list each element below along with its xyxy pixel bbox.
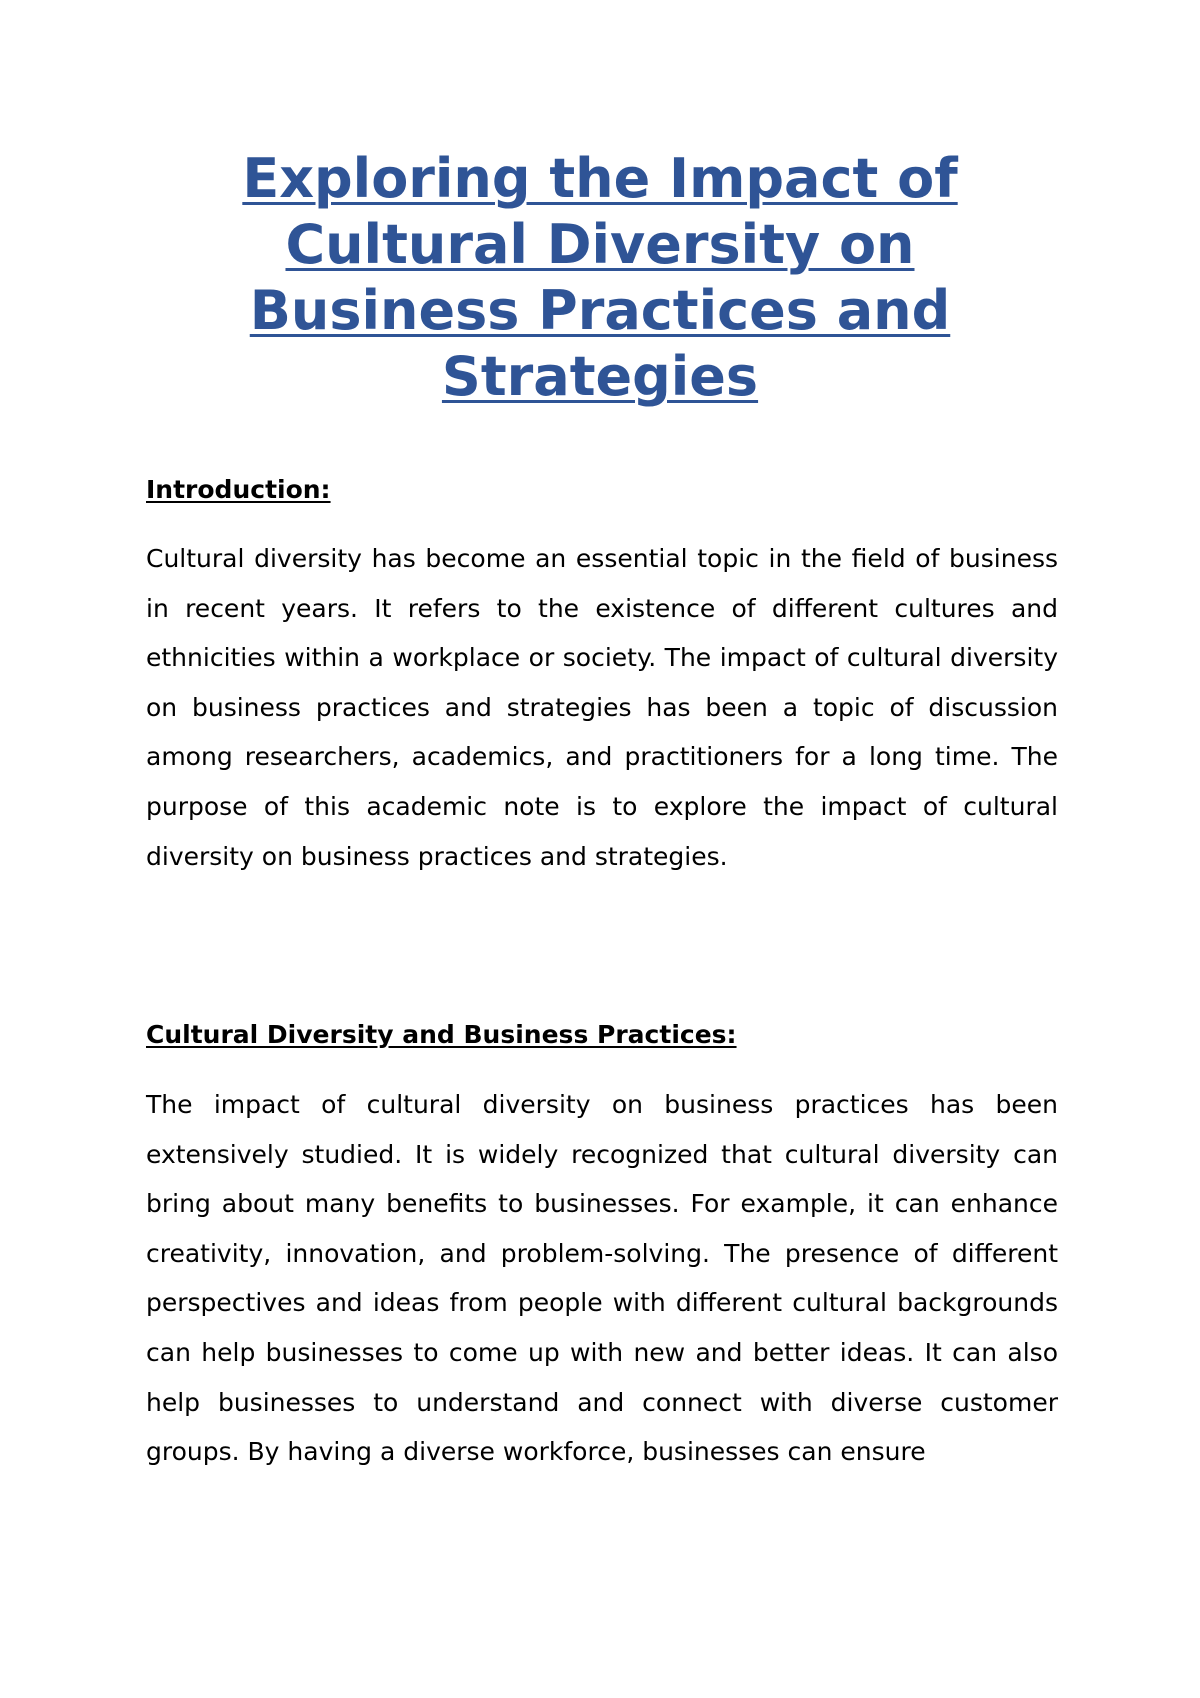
section-heading-business-practices: Cultural Diversity and Business Practices: [146,1020,737,1049]
section-body-introduction: Cultural diversity has become an essential topic in the field of business in recent years. It refers to the existence of different cultures and ethnicities within a workplace or society. The impact of cultural diversity on business practices and strategies has been a topic of discussion among researchers, academics, and practitioners for a long time. The purpose of this academic note is to explore the impact of cultural diversity on business practices and strategies. [146,544,1058,871]
section-body-business-practices: The impact of cultural diversity on business practices has been extensively studied. It is widely recognized that cultural diversity can bring about many benefits to businesses. For example, it can enhance creativity, innovation, and problem-solving. The presence of different perspectives and ideas from people with different cultural backgrounds can help businesses to come up with new and better ideas. It can also help businesses to understand and connect with diverse customer groups. By having a diverse workforce, businesses can ensure [146,1090,1058,1467]
document-title: Exploring the Impact of Cultural Diversity on Business Practices and Strategies [242,147,958,408]
section-heading-introduction: Introduction: [146,475,331,504]
